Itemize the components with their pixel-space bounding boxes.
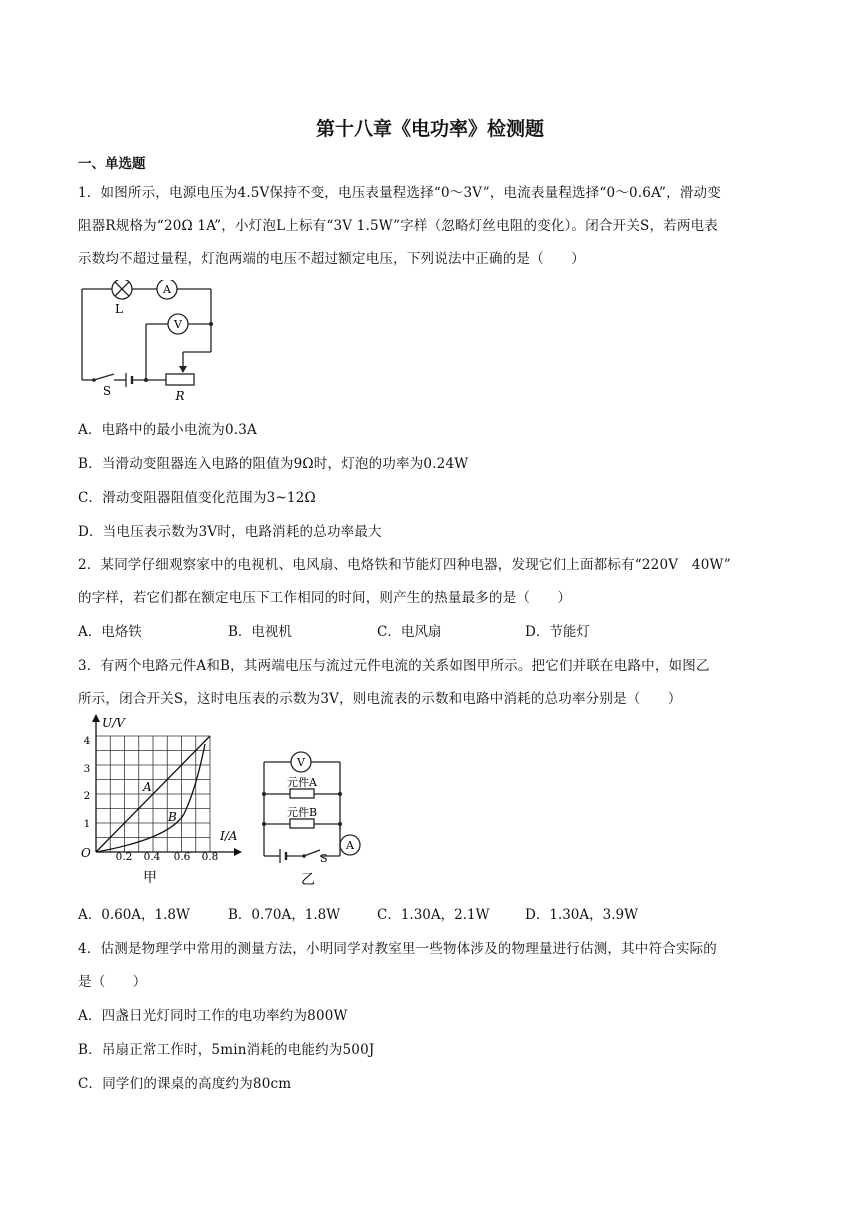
q1-circuit-diagram [74,280,224,406]
q2-option-a: A．电烙铁 [78,624,142,640]
q4-option-a: A．四盏日光灯同时工作的电功率约为800W [78,1008,348,1024]
q3-option-d: D．1.30A，3.9W [525,907,638,923]
q2-option-b: B．电视机 [228,624,292,640]
q3-option-b: B．0.70A，1.8W [228,907,341,923]
xtick-2: 0.6 [173,851,191,863]
element-b-label: 元件B [286,806,318,819]
q4-option-c: C．同学们的课桌的高度约为80cm [78,1076,292,1092]
graph-caption: 甲 [143,870,157,886]
q3-line-1: 3．有两个电路元件A和B，其两端电压与流过元件电流的关系如图甲所示。把它们并联在电路中，如图乙 [78,658,710,674]
voltmeter-symbol: V [174,318,182,331]
switch-label: S [102,384,112,398]
q1-option-c: C．滑动变阻器阻值变化范围为3~12Ω [78,490,316,506]
q1-line-1: 1．如图所示，电源电压为4.5V保持不变，电压表量程选择“0～3V”，电流表量程选择“0～0.6A”，滑动变 [78,185,721,201]
q3-voltmeter-symbol: V [297,756,305,769]
q1-line-2: 阻器R规格为“20Ω 1A”，小灯泡L上标有“3V 1.5W”字样（忽略灯丝电阻的变化）。闭合开关S，若两电表 [78,218,718,234]
element-a-label: 元件A [287,776,317,789]
xtick-0: 0.2 [115,851,133,863]
q3-parallel-circuit [258,742,370,888]
xtick-1: 0.4 [143,851,161,863]
section-heading: 一、单选题 [78,156,146,172]
curve-a-label: A [143,780,152,794]
q3-ammeter-symbol: A [346,839,354,852]
q4-line-2: 是（ ） [78,974,147,990]
graph-ylabel: U/V [102,716,125,730]
ytick-0: 1 [83,818,91,830]
curve-b-label: B [168,810,177,824]
q1-line-3: 示数均不超过量程，灯泡两端的电压不超过额定电压，下列说法中正确的是（ ） [78,251,585,267]
q3-line-2: 所示，闭合开关S，这时电压表的示数为3V，则电流表的示数和电路中消耗的总功率分别是（ ） [78,691,682,707]
ammeter-symbol: A [163,283,171,296]
q2-option-d: D．节能灯 [525,624,590,640]
ytick-3: 4 [83,735,91,747]
q3-switch-label: S [320,852,328,865]
graph-origin: O [81,846,91,860]
q2-option-c: C．电风扇 [377,624,442,640]
q2-line-2: 的字样，若它们都在额定电压下工作相同的时间，则产生的热量最多的是（ ） [78,590,572,606]
ytick-1: 2 [83,790,91,802]
q2-line-1: 2．某同学仔细观察家中的电视机、电风扇、电烙铁和节能灯四种电器，发现它们上面都标有“220V 40W” [78,557,731,573]
q4-line-1: 4．估测是物理学中常用的测量方法，小明同学对教室里一些物体涉及的物理量进行估测，其中符合实际的 [78,941,717,957]
q1-option-a: A．电路中的最小电流为0.3A [78,422,257,438]
page-title: 第十八章《电功率》检测题 [315,118,544,140]
ytick-2: 3 [83,763,91,775]
q1-option-b: B．当滑动变阻器连入电路的阻值为9Ω时，灯泡的功率为0.24W [78,456,469,472]
q3-iu-graph [74,714,244,886]
q1-option-d: D．当电压表示数为3V时，电路消耗的总功率最大 [78,524,382,540]
q3-option-c: C．1.30A，2.1W [377,907,490,923]
q3-option-a: A．0.60A，1.8W [78,907,190,923]
q4-option-b: B．吊扇正常工作时，5min消耗的电能约为500J [78,1042,375,1058]
lamp-label: L [115,302,123,316]
xtick-3: 0.8 [201,851,219,863]
circuit-caption: 乙 [301,872,315,888]
graph-xlabel: I/A [220,829,238,843]
rheostat-label: R [175,389,185,403]
